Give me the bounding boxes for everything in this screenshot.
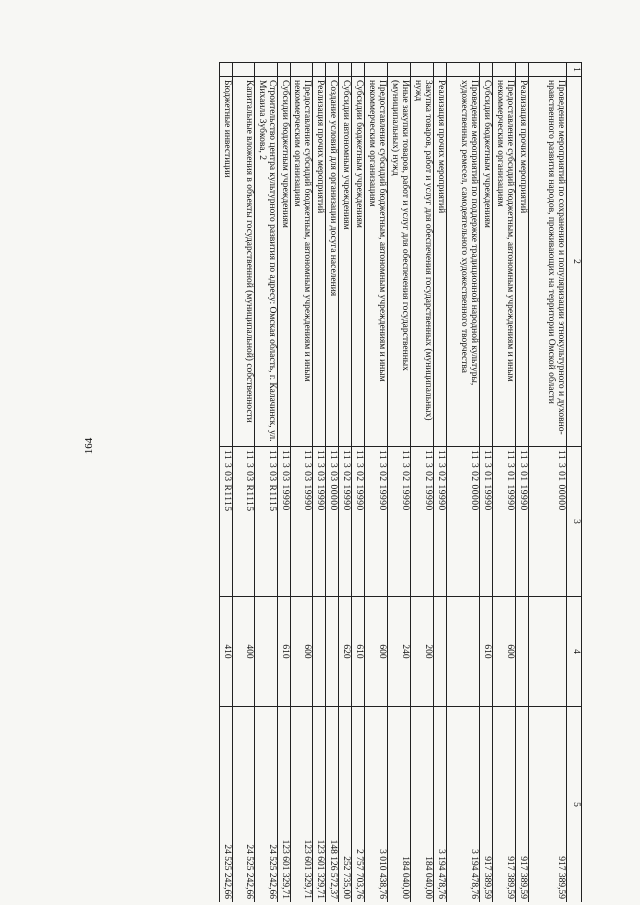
row-code: 11 3 03 R1115: [232, 447, 254, 597]
table-row: [232, 63, 254, 903]
row-name: Бюджетные инвестиции: [219, 77, 232, 447]
row-name: Проведение мероприятий по поддержке традиционной народной культуры, художественных ремесел, самодеятельного художественного творчества: [447, 77, 480, 447]
first-col-cell: [339, 63, 352, 77]
row-code: 11 3 02 19990: [434, 447, 447, 597]
first-col-cell: [480, 63, 493, 77]
row-name: Субсидии автономным учреждениям: [339, 77, 352, 447]
row-expense-type: 610: [480, 597, 493, 707]
row-code: 11 3 02 19990: [339, 447, 352, 597]
row-expense-type: [254, 597, 277, 707]
table-row: [434, 63, 447, 903]
table-row: [493, 63, 516, 903]
table-body: [219, 63, 566, 903]
row-expense-type: [516, 597, 529, 707]
row-amount: 3 194 478,76: [447, 707, 480, 903]
row-name: Закупка товаров, работ и услуг для обеспечения государственных (муниципальных) нужд: [411, 77, 434, 447]
row-amount: 184 040,00: [388, 707, 411, 903]
row-name: Проведение мероприятий по сохранению и популяризации этнокультурного и духовно-нравственного развития народов, проживающих на территории Омской области: [529, 77, 567, 447]
table-row: [313, 63, 326, 903]
first-col-cell: [290, 63, 313, 77]
table-row: [529, 63, 567, 903]
row-name: Реализация прочих мероприятий: [434, 77, 447, 447]
row-code: 11 3 02 00000: [447, 447, 480, 597]
row-amount: 24 525 242,66: [254, 707, 277, 903]
row-amount: 148 126 572,37: [326, 707, 339, 903]
table-row: [411, 63, 434, 903]
row-code: 11 3 03 19990: [277, 447, 290, 597]
first-col-cell: [219, 63, 232, 77]
table-row: [339, 63, 352, 903]
row-name: Предоставление субсидий бюджетным, автономным учреждениям и иным некоммерческим организациям: [493, 77, 516, 447]
row-expense-type: [313, 597, 326, 707]
row-expense-type: [326, 597, 339, 707]
table-row: [516, 63, 529, 903]
header-col-3: 3: [567, 447, 582, 597]
first-col-cell: [365, 63, 388, 77]
row-expense-type: 610: [277, 597, 290, 707]
row-name: Предоставление субсидий бюджетным, автономным учреждениям и иным некоммерческим организациям: [365, 77, 388, 447]
first-col-cell: [313, 63, 326, 77]
row-code: 11 3 02 19990: [365, 447, 388, 597]
first-col-cell: [447, 63, 480, 77]
first-col-cell: [411, 63, 434, 77]
row-expense-type: 600: [493, 597, 516, 707]
table-row: [219, 63, 232, 903]
first-col-cell: [388, 63, 411, 77]
row-amount: 123 601 329,71: [313, 707, 326, 903]
row-name: Создание условий для организации досуга населения: [326, 77, 339, 447]
row-amount: 3 010 438,76: [365, 707, 388, 903]
row-code: 11 3 02 19990: [411, 447, 434, 597]
row-amount: 917 389,59: [516, 707, 529, 903]
row-name: Субсидии бюджетным учреждениям: [277, 77, 290, 447]
row-name: Строительство центра культурного развития по адресу: Омская область, г. Калачинск, ул. Михаила Зубкова, 2: [254, 77, 277, 447]
first-col-cell: [352, 63, 365, 77]
row-amount: 184 040,00: [411, 707, 434, 903]
row-code: 11 3 03 19990: [290, 447, 313, 597]
row-expense-type: 200: [411, 597, 434, 707]
row-expense-type: 620: [339, 597, 352, 707]
row-code: 11 3 03 19990: [313, 447, 326, 597]
row-code: 11 3 02 19990: [388, 447, 411, 597]
header-col-2: 2: [567, 77, 582, 447]
row-code: 11 3 01 00000: [529, 447, 567, 597]
first-col-cell: [493, 63, 516, 77]
row-amount: 917 389,59: [529, 707, 567, 903]
document-sheet: [104, 62, 582, 902]
first-col-cell: [434, 63, 447, 77]
header-col-4: 4: [567, 597, 582, 707]
first-col-cell: [254, 63, 277, 77]
row-name: Субсидии бюджетным учреждениям: [352, 77, 365, 447]
rotated-content: [104, 62, 582, 902]
first-col-cell: [277, 63, 290, 77]
budget-table: [219, 62, 582, 902]
row-amount: 252 735,00: [339, 707, 352, 903]
header-col-1: 1: [567, 63, 582, 77]
table-row: [326, 63, 339, 903]
table-row: [480, 63, 493, 903]
table-row: [447, 63, 480, 903]
row-code: 11 3 03 R1115: [254, 447, 277, 597]
table-row: [277, 63, 290, 903]
row-amount: 917 389,59: [480, 707, 493, 903]
row-name: Реализация прочих мероприятий: [313, 77, 326, 447]
row-expense-type: 600: [290, 597, 313, 707]
row-amount: 123 601 329,71: [290, 707, 313, 903]
header-row: [567, 63, 582, 903]
table-row: [254, 63, 277, 903]
row-expense-type: [447, 597, 480, 707]
row-expense-type: [529, 597, 567, 707]
row-expense-type: 240: [388, 597, 411, 707]
row-code: 11 3 01 19990: [480, 447, 493, 597]
table-row: [365, 63, 388, 903]
table-row: [352, 63, 365, 903]
table-row: [388, 63, 411, 903]
row-code: 11 3 03 R1115: [219, 447, 232, 597]
row-amount: 3 194 478,76: [434, 707, 447, 903]
row-amount: 2 757 703,76: [352, 707, 365, 903]
row-expense-type: 600: [365, 597, 388, 707]
row-name: Реализация прочих мероприятий: [516, 77, 529, 447]
row-expense-type: 410: [219, 597, 232, 707]
first-col-cell: [232, 63, 254, 77]
row-amount: 24 525 242,66: [232, 707, 254, 903]
row-name: Предоставление субсидий бюджетным, автономным учреждениям и иным некоммерческим организациям: [290, 77, 313, 447]
row-code: 11 3 03 00000: [326, 447, 339, 597]
row-code: 11 3 02 19990: [352, 447, 365, 597]
row-name: Капитальные вложения в объекты государственной (муниципальной) собственности: [232, 77, 254, 447]
row-name: Субсидии бюджетным учреждениям: [480, 77, 493, 447]
first-col-cell: [326, 63, 339, 77]
row-code: 11 3 01 19990: [516, 447, 529, 597]
first-col-cell: [516, 63, 529, 77]
row-amount: 917 389,59: [493, 707, 516, 903]
first-col-cell: [529, 63, 567, 77]
row-expense-type: [434, 597, 447, 707]
row-amount: 24 525 242,66: [219, 707, 232, 903]
row-expense-type: 610: [352, 597, 365, 707]
table-row: [290, 63, 313, 903]
page-number: 164: [83, 437, 95, 455]
row-name: Иные закупки товаров, работ и услуг для обеспечения государственных (муниципальных) нужд: [388, 77, 411, 447]
row-amount: 123 601 329,71: [277, 707, 290, 903]
row-code: 11 3 01 19990: [493, 447, 516, 597]
row-expense-type: 400: [232, 597, 254, 707]
header-col-5: 5: [567, 707, 582, 903]
